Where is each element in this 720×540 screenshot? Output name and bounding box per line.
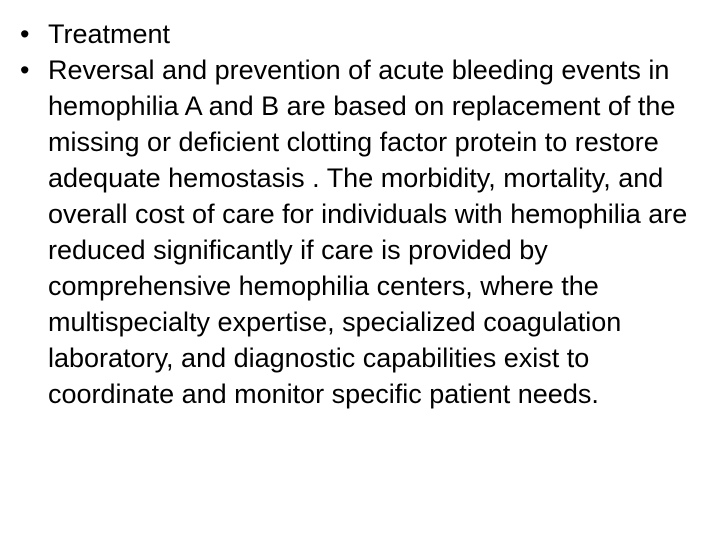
bullet-list [20,16,710,412]
bullet-marker: • [20,55,30,85]
bullet-text-reversal: Reversal and prevention of acute bleeding events in hemophilia A and B are based on replacement of the missing or deficient clotting factor protein to restore adequate hemostasis . The morbidity, mortality, and overall cost of care for individuals with hemophilia are reduced significantly if care is provided by comprehensive hemophilia centers, where the multispecialty expertise, specialized coagulation laboratory, and diagnostic capabilities exist to coordinate and monitor specific patient needs. [48,55,688,409]
bullet-text-treatment: Treatment [48,19,171,49]
bullet-marker: • [20,19,30,49]
bullet-item-treatment [20,16,710,52]
bullet-item-reversal [20,52,710,412]
